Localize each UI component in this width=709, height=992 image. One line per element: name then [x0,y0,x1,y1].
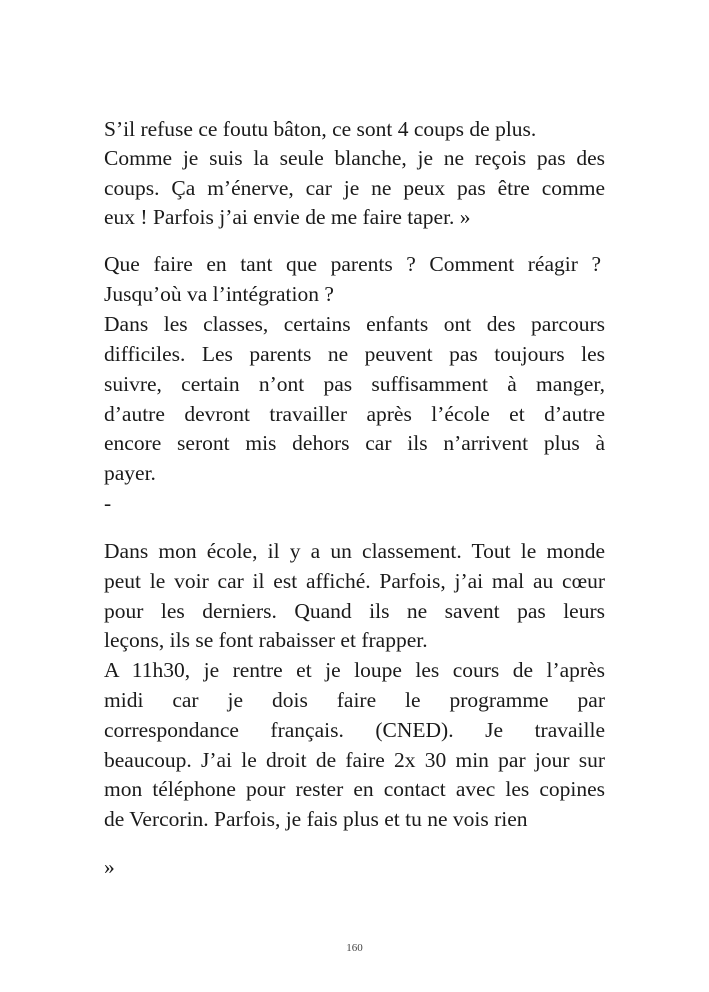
text-line: payer. [104,461,156,485]
text-line: midi car je dois faire le programme par [104,688,605,712]
page-number: 160 [346,942,363,954]
text-line: S’il refuse ce foutu bâton, ce sont 4 coups de plus. [104,117,537,141]
text-line: mon téléphone pour rester en contact avec les copines [104,777,605,801]
text-line: difficiles. Les parents ne peuvent pas toujours les [104,342,605,366]
text-line: beaucoup. J’ai le droit de faire 2x 30 min par jour sur [104,748,605,772]
text-line: A 11h30, je rentre et je loupe les cours de l’après [104,658,605,682]
text-line: peut le voir car il est affiché. Parfois, j’ai mal au cœur [104,569,605,593]
text-line: leçons, ils se font rabaisser et frapper. [104,628,428,652]
text-line: suivre, certain n’ont pas suffisamment à manger, [104,372,605,396]
text-line: de Vercorin. Parfois, je fais plus et tu ne vois rien [104,807,528,831]
separator-dash: - [104,491,112,515]
text-line: correspondance français. (CNED). Je travaille [104,718,605,742]
text-line: pour les derniers. Quand ils ne savent pas leurs [104,599,605,623]
text-line: Dans les classes, certains enfants ont des parcours [104,312,605,336]
text-line: Jusqu’où va l’intégration ? [104,282,334,306]
text-line: d’autre devront travailler après l’école et d’autre [104,402,605,426]
text-line: eux ! Parfois j’ai envie de me faire taper. » [104,205,471,229]
text-line: encore seront mis dehors car ils n’arrivent plus à [104,431,605,455]
text-line: Dans mon école, il y a un classement. Tout le monde [104,539,605,563]
text-line: Que faire en tant que parents ? Comment réagir ? [104,252,601,276]
text-line: Comme je suis la seule blanche, je ne reçois pas des [104,146,605,170]
text-line: coups. Ça m’énerve, car je ne peux pas être comme [104,176,605,200]
closing-quote: » [104,855,115,879]
